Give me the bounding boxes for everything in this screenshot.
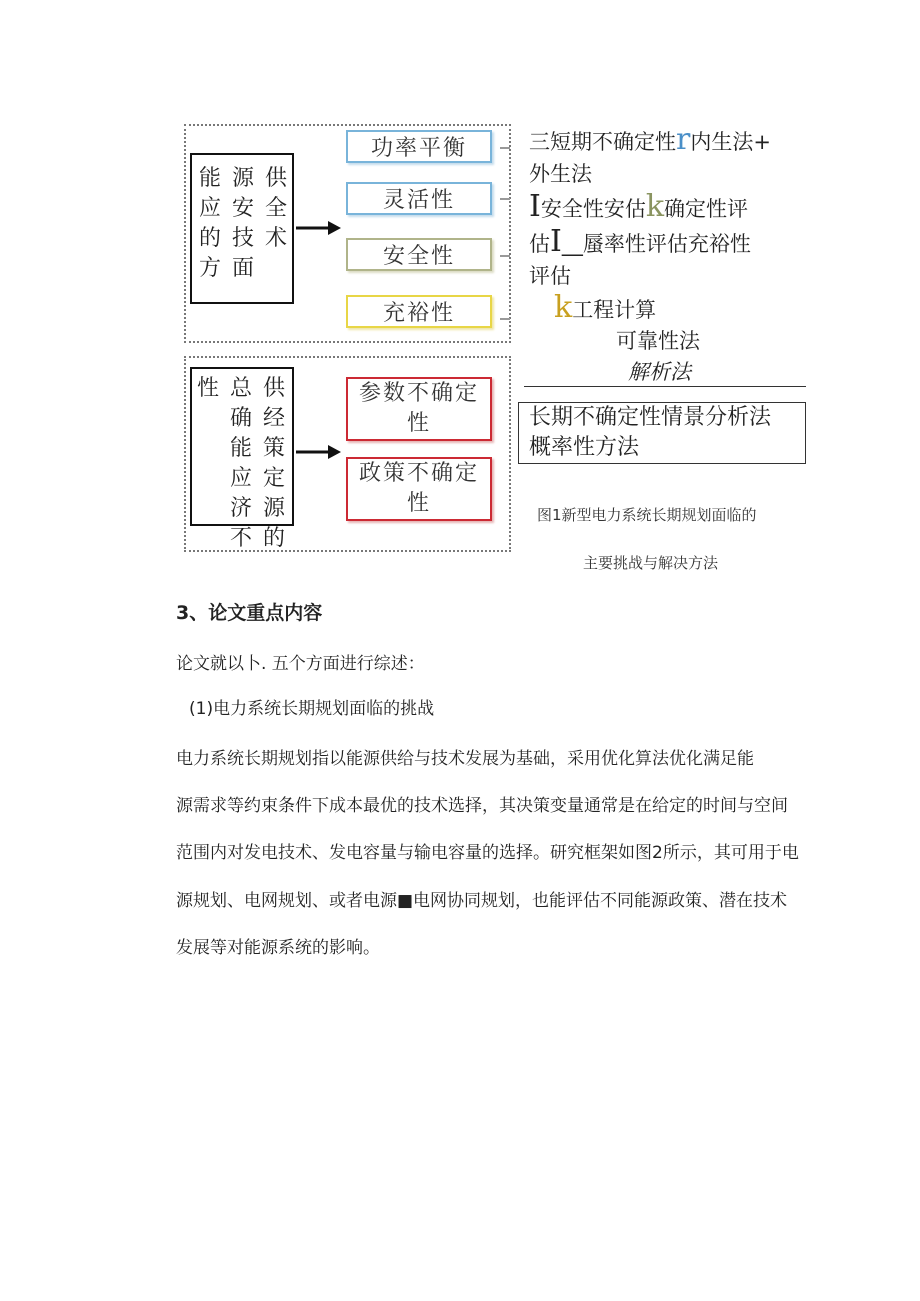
annotation-text: 安全性安估 (540, 197, 646, 221)
category-power-balance: 功率平衡 (346, 130, 492, 163)
category-flexibility: 灵活性 (346, 182, 492, 215)
subheading: (1)电力系统长期规划面临的挑战 (189, 699, 435, 719)
boxed-line-1: 长期不确定性情景分析法 (529, 405, 772, 430)
bottom-main-col1: 性 (196, 376, 219, 401)
annotation-line-8: 解析法 (628, 360, 691, 384)
boxed-line-2: 概率性方法 (529, 435, 640, 460)
annotation-divider (524, 386, 806, 387)
bottom-main-col3: 供经策定源的 (262, 376, 285, 551)
annotation-line-2: 外生法 (529, 162, 592, 186)
annotation-letter: k (554, 290, 573, 325)
paragraph-line: 范围内对发电技术、发电容量与输电容量的选择。研究框架如图2所示，其可用于电 (176, 843, 799, 863)
top-main-col1: 能应的方 (198, 166, 221, 281)
category-security: 安全性 (346, 238, 492, 271)
section-heading: 3、论文重点内容 (176, 602, 323, 624)
top-arrow (294, 218, 344, 238)
annotation-line-3 (529, 191, 748, 225)
annotation-line-5: 评估 (529, 264, 571, 288)
annotation-boxed-methods (518, 402, 806, 464)
annotation-text: 内生法+ (690, 130, 771, 154)
annotation-letter: I (529, 189, 541, 224)
top-main-col2: 源安技面 (231, 166, 254, 281)
top-main-col3: 供全术 (264, 166, 287, 251)
annotation-text: 确定性评 (664, 197, 749, 221)
annotation-text: 三短期不确定性 (529, 130, 676, 154)
paragraph-line: 源需求等约束条件下成本最优的技术选择，其决策变量通常是在给定的时间与空间 (176, 796, 788, 816)
annotation-line-6 (554, 292, 656, 326)
figure-caption-line-2: 主要挑战与解决方法 (583, 554, 719, 572)
annotation-line-7: 可靠性法 (616, 329, 700, 353)
intro-line: 论文就以卜. 五个方面进行综述： (176, 654, 425, 674)
annotation-letter: k (645, 189, 665, 224)
annotation-text: __蜃率性评估充裕性 (561, 232, 751, 256)
paragraph-line: 源规划、电网规划、或者电源■电网协同规划，也能评估不同能源政策、潜在技术 (176, 891, 788, 911)
bottom-arrow (294, 442, 344, 462)
bottom-main-col2: 总确能应济不 (229, 376, 252, 551)
annotation-text: 工程计算 (572, 298, 657, 322)
connector-tick (500, 147, 510, 149)
figure-caption-line-1: 图1新型电力系统长期规划面临的 (537, 506, 757, 524)
category-policy-uncertainty: 政策不确定性 (346, 457, 492, 521)
annotation-line-1 (529, 124, 771, 158)
annotation-letter: r (676, 122, 691, 157)
annotation-text: 估 (529, 232, 550, 256)
annotation-letter: I (550, 224, 562, 259)
connector-tick (500, 255, 510, 257)
connector-tick (500, 318, 510, 320)
category-adequacy: 充裕性 (346, 295, 492, 328)
category-parameter-uncertainty: 参数不确定性 (346, 377, 492, 441)
connector-tick (500, 198, 510, 200)
paragraph-line: 电力系统长期规划指以能源供给与技术发展为基础，采用优化算法优化满足能 (176, 749, 754, 769)
annotation-line-4 (529, 226, 751, 260)
paragraph-line: 发展等对能源系统的影响。 (176, 938, 380, 958)
